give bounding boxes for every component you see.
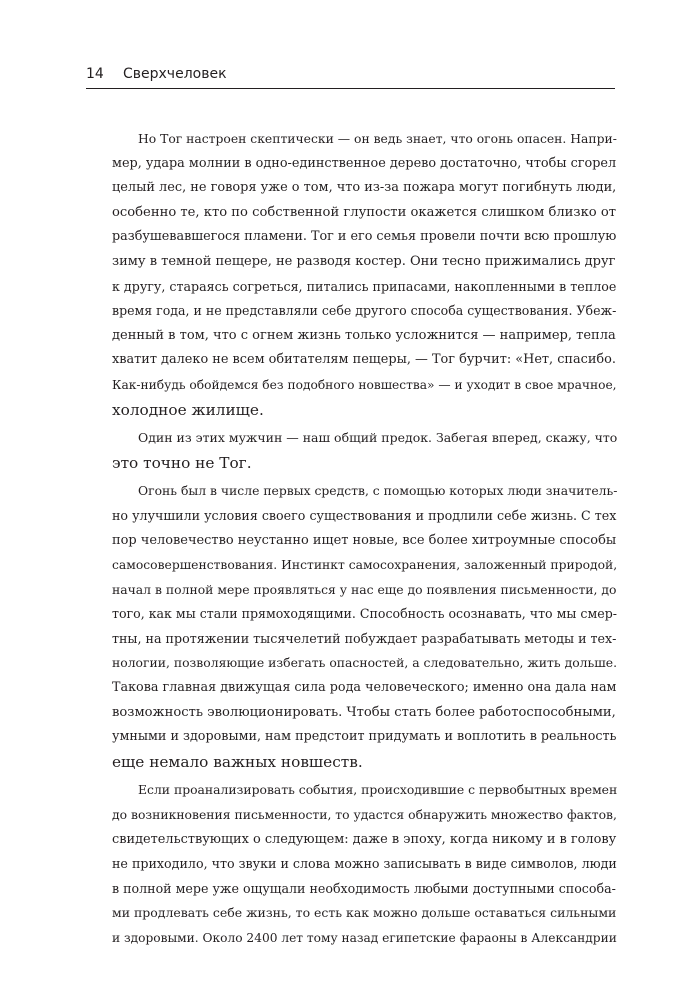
text-line: в полной мере уже ощущали необходимость любыми доступными способа- <box>112 880 616 896</box>
text-line: разбушевавшегося пламени. Тог и его семья провели почти всю прошлую <box>112 229 617 245</box>
text-line: пор человечество неустанно ищет новые, все более хитроумные способы <box>112 532 617 548</box>
text-line: особенно те, кто по собственной глупости окажется слишком близко от <box>112 204 617 220</box>
text-line: начал в полной мере проявляться у нас еще до появления письменности, до <box>112 582 617 597</box>
text-line: и здоровыми. Около 2400 лет тому назад египетские фараоны в Александрии <box>112 931 617 945</box>
text-line: время года, и не представляли себе другого способа существования. Убеж- <box>112 303 617 319</box>
page-number: 14 <box>86 66 104 82</box>
text-line: Один из этих мужчин — наш общий предок. Забегая вперед, скажу, что <box>138 430 618 446</box>
running-title: Сверхчеловек <box>123 66 227 82</box>
text-line: Как-нибудь обойдемся без подобного новшества» — и уходит в свое мрачное, <box>112 377 617 392</box>
text-line: тны, на протяжении тысячелетий побуждает разрабатывать методы и тех- <box>112 630 617 646</box>
text-line: денный в том, что с огнем жизнь только усложнится — например, тепла <box>112 327 616 343</box>
paragraph <box>86 426 618 475</box>
text-line: холодное жилище. <box>112 400 264 419</box>
paragraph <box>86 778 618 950</box>
text-line: это точно не Тог. <box>112 453 252 472</box>
body-text <box>86 127 618 951</box>
paragraph <box>86 127 615 422</box>
text-line: до возникновения письменности, то удастся обнаружить множество фактов, <box>112 808 617 823</box>
text-line: Огонь был в числе первых средств, с помощью которых люди значитель- <box>138 484 618 499</box>
text-line: нологии, позволяющие избегать опасностей, а следовательно, жить дольше. <box>112 656 618 671</box>
text-line: самосовершенствования. Инстинкт самосохранения, заложенный природой, <box>112 558 618 573</box>
text-line: но улучшили условия своего существования и продлили себе жизнь. С тех <box>112 507 617 523</box>
text-line: Если проанализировать события, происходившие с первобытных времен <box>138 783 618 798</box>
text-line: умными и здоровыми, нам предстоит придумать и воплотить в реальность <box>112 729 617 745</box>
text-line: ми продлевать себе жизнь, то есть как можно дольше оставаться сильными <box>112 905 617 921</box>
text-line: мер, удара молнии в одно-единственное дерево достаточно, чтобы сгорел <box>112 155 617 171</box>
running-head <box>86 62 615 89</box>
text-line: к другу, стараясь согреться, питались припасами, накопленными в теплое <box>112 278 617 294</box>
text-line: Но Тог настроен скептически — он ведь знает, что огонь опасен. Напри- <box>138 132 617 146</box>
text-line: зиму в темной пещере, не разводя костер. Они тесно прижимались друг <box>112 253 616 269</box>
text-line: целый лес, не говоря уже о том, что из-за пожара могут погибнуть люди, <box>112 180 617 196</box>
text-line: хватит далеко не всем обитателям пещеры, — Тог бурчит: «Нет, спасибо. <box>112 352 617 368</box>
text-line: возможность эволюционировать. Чтобы стать более работоспособными, <box>112 704 616 720</box>
text-line: Такова главная движущая сила рода человеческого; именно она дала нам <box>112 680 617 696</box>
text-line: не приходило, что звуки и слова можно записывать в виде символов, люди <box>112 856 617 872</box>
paragraph <box>86 479 618 774</box>
text-line: свидетельствующих о следующем: даже в эпоху, когда никому и в голову <box>112 831 617 847</box>
text-line: еще немало важных новшеств. <box>112 752 363 771</box>
text-line: того, как мы стали прямоходящими. Способность осознавать, что мы смер- <box>112 606 617 622</box>
